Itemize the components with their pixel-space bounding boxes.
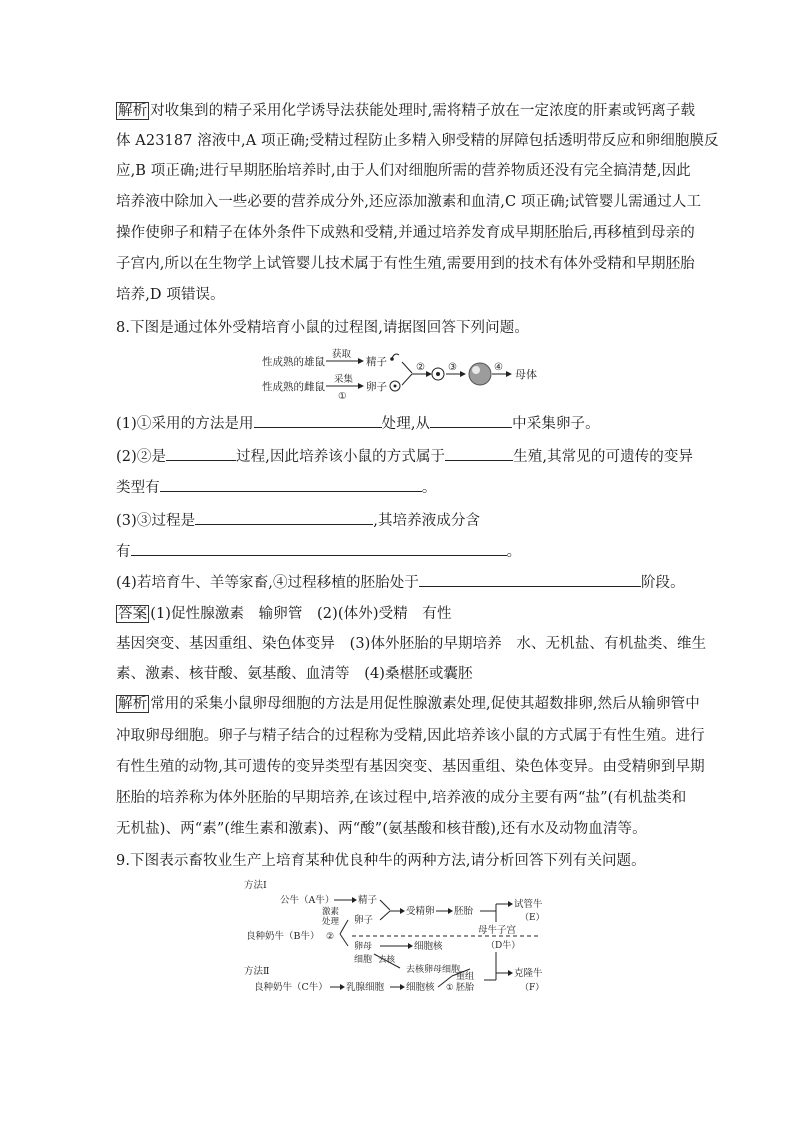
analysis-line: 冲取卵母细胞。卵子与精子结合的过程称为受精,因此培养该小鼠的方式属于有性生殖。进行 [116, 728, 705, 744]
merge-line [380, 900, 390, 910]
analysis-line [116, 100, 696, 122]
answer-blank[interactable] [166, 446, 236, 461]
hormone-label: 激素 [322, 907, 340, 917]
analysis-text: 常用的采集小鼠卵母细胞的方法是用促性腺激素处理,促使其超数排卵,然后从输卵管中 [150, 696, 700, 712]
egg-label: 卵子 [366, 381, 387, 393]
arrowhead [358, 358, 364, 364]
answer-text: (1)促性腺激素 输卵管 (2)(体外)受精 有性 [150, 606, 452, 622]
denucleated-oocyte-label: 去核卵母细胞 [406, 965, 461, 975]
method-2-label: 方法Ⅱ [244, 966, 270, 977]
question-9-stem: 9.下图表示畜牧业生产上培育某种优良种牛的两种方法,请分析回答下列有关问题。 [116, 853, 646, 869]
question-8-stem: 8.下图是通过体外受精培育小鼠的过程图,请据图回答下列问题。 [116, 320, 529, 336]
arrowhead [506, 371, 512, 377]
arrowhead [352, 897, 357, 903]
question-8-part-1 [116, 413, 682, 435]
step-3-label: ③ [448, 362, 457, 373]
merge-line [402, 374, 412, 385]
arrowhead [340, 984, 345, 990]
q8-text: 类型有 [116, 480, 160, 496]
arrowhead [400, 908, 405, 914]
answer-blank[interactable] [195, 510, 373, 525]
cow-c-label: 良种奶牛（C牛） [254, 982, 328, 993]
embryo-label: 胚胎 [454, 906, 474, 917]
cow-b-label: 良种奶牛（B牛） [246, 931, 320, 942]
answer-tag: 答案 [118, 606, 148, 622]
q8-text: ,其培养液成分含 [373, 513, 481, 529]
analysis-line: 应,B 项正确;进行早期胚胎培养时,由于人们对细胞所需的营养物质还没有完全搞清楚,因此 [116, 163, 691, 179]
question-8-part-2-cont [116, 477, 682, 499]
cattle-breeding-diagram [240, 876, 560, 998]
female-mouse-label: 性成熟的雌鼠 [262, 381, 325, 393]
sperm-icon [392, 354, 399, 358]
nucleus-label: 细胞核 [406, 982, 435, 993]
recombinant-label: 重组 [456, 972, 475, 982]
answer-blank[interactable] [254, 413, 382, 428]
sperm-head [390, 357, 394, 361]
q8-text: 中采集卵子。 [512, 416, 600, 432]
analysis-line [116, 693, 700, 715]
recombinant-embryo-label: 胚胎 [456, 983, 475, 993]
analysis-line: 无机盐)、两“素”(维生素和激素)、两“酸”(氨基酸和核苷酸),还有水及动物血清等。 [116, 821, 647, 837]
d-cow-label: （D牛） [486, 941, 521, 951]
answer-blank[interactable] [160, 477, 422, 492]
q8-text: (1)①采用的方法是用 [116, 416, 254, 432]
step-2-label: ② [416, 362, 425, 373]
analysis-tag: 解析 [118, 103, 148, 119]
analysis-tag: 解析 [118, 696, 148, 712]
clone-cow-label: 克隆牛 [514, 968, 543, 979]
answer-blank[interactable] [419, 572, 641, 587]
arrowhead [408, 943, 413, 949]
embryo-icon [469, 363, 491, 385]
arrowhead [508, 901, 513, 907]
q8-text: 处理,从 [381, 416, 431, 432]
arrowhead [448, 908, 453, 914]
arrowhead [426, 371, 432, 377]
analysis-line: 有性生殖的动物,其可遗传的变异类型有基因突变、基因重组、染色体变异。由受精卵到早期 [116, 759, 705, 775]
q8-text: 。 [506, 544, 522, 560]
zygote-label: 受精卵 [406, 906, 435, 917]
answer-line: 基因突变、基因重组、染色体变异 (3)体外胚胎的早期培养 水、无机盐、有机盐类、维生 [116, 636, 707, 652]
merge-line [402, 362, 412, 373]
analysis-line: 操作使卵子和精子在体外条件下成熟和受精,并通过培养发育成早期胚胎后,再移植到母亲的 [116, 225, 695, 241]
analysis-line: 体 A23187 溶液中,A 项正确;受精过程防止多精入卵受精的屏障包括透明带反应和卵细胞膜反 [116, 133, 719, 149]
bull-a-label: 公牛（A牛） [280, 895, 335, 906]
analysis-line: 培养,D 项错误。 [116, 287, 225, 303]
sperm-label: 精子 [366, 356, 387, 368]
oocyte-cell-label: 细胞 [354, 955, 373, 965]
q8-text: (3)③过程是 [116, 513, 196, 529]
answer-line [116, 603, 682, 625]
oocyte-label: 卵母 [354, 942, 373, 952]
zygote-nucleus [436, 372, 440, 376]
q8-text: 有 [116, 544, 131, 560]
arrow [340, 920, 348, 934]
collect-label: 采集 [334, 374, 354, 385]
arrow [340, 934, 348, 946]
mother-label: 母体 [515, 368, 537, 381]
egg-label: 卵子 [354, 915, 374, 926]
analysis-line: 子宫内,所以在生物学上试管婴儿技术属于有性生殖,需要用到的技术有体外受精和早期胚胎 [116, 256, 695, 272]
question-8-part-4 [116, 572, 685, 594]
answer-blank[interactable] [131, 541, 507, 556]
q8-text: (4)若培育牛、羊等家畜,④过程移植的胚胎处于 [116, 575, 419, 591]
f-label: （F） [520, 983, 545, 993]
test-tube-cow-label: 试管牛 [514, 899, 543, 910]
q8-text: 过程,因此培养该小鼠的方式属于 [236, 449, 446, 465]
arrowhead [358, 383, 364, 389]
uterus-label: 母牛子宫 [478, 925, 517, 936]
denucleate-label: 去核 [378, 955, 396, 965]
arrowhead [460, 371, 466, 377]
sperm-label: 精子 [358, 895, 378, 906]
step-4-label: ④ [494, 362, 503, 373]
analysis-text: 对收集到的精子采用化学诱导法获能处理时,需将精子放在一定浓度的肝素或钙离子载 [150, 103, 696, 119]
q8-text: (2)②是 [116, 449, 167, 465]
question-8-part-3 [116, 510, 682, 532]
mouse-ivf-diagram [250, 348, 560, 402]
answer-blank[interactable] [430, 413, 512, 428]
mammary-cell-label: 乳腺细胞 [346, 982, 385, 993]
e-label: （E） [520, 913, 545, 923]
nucleus-label: 细胞核 [414, 941, 443, 952]
q8-text: 。 [421, 480, 437, 496]
embryo-highlight [472, 366, 480, 374]
male-mouse-label: 性成熟的雄鼠 [262, 356, 325, 368]
analysis-line: 培养液中除加入一些必要的营养成分外,还应添加激素和血清,C 项正确;试管婴儿需通过人工 [116, 194, 702, 210]
answer-blank[interactable] [445, 446, 513, 461]
question-8-part-2 [116, 446, 694, 468]
method-1-label: 方法Ⅰ [244, 880, 267, 891]
arrowhead [508, 970, 513, 976]
q8-text: 生殖,其常见的可遗传的变异 [513, 449, 694, 465]
step-2-label: ② [326, 932, 335, 942]
step-1-label: ① [338, 391, 347, 402]
obtain-label: 获取 [332, 349, 352, 360]
analysis-line: 胚胎的培养称为体外胚胎的早期培养,在该过程中,培养液的成分主要有两“盐”(有机盐类和 [116, 790, 687, 806]
step-1-label: ① [446, 983, 454, 993]
q8-text: 阶段。 [640, 575, 685, 591]
question-8-part-3-cont [116, 541, 682, 563]
answer-line: 素、激素、核苷酸、氨基酸、血清等 (4)桑椹胚或囊胚 [116, 666, 473, 682]
merge-line [380, 911, 390, 920]
egg-nucleus [394, 385, 397, 388]
treatment-label: 处理 [322, 917, 340, 927]
arrowhead [400, 984, 405, 990]
